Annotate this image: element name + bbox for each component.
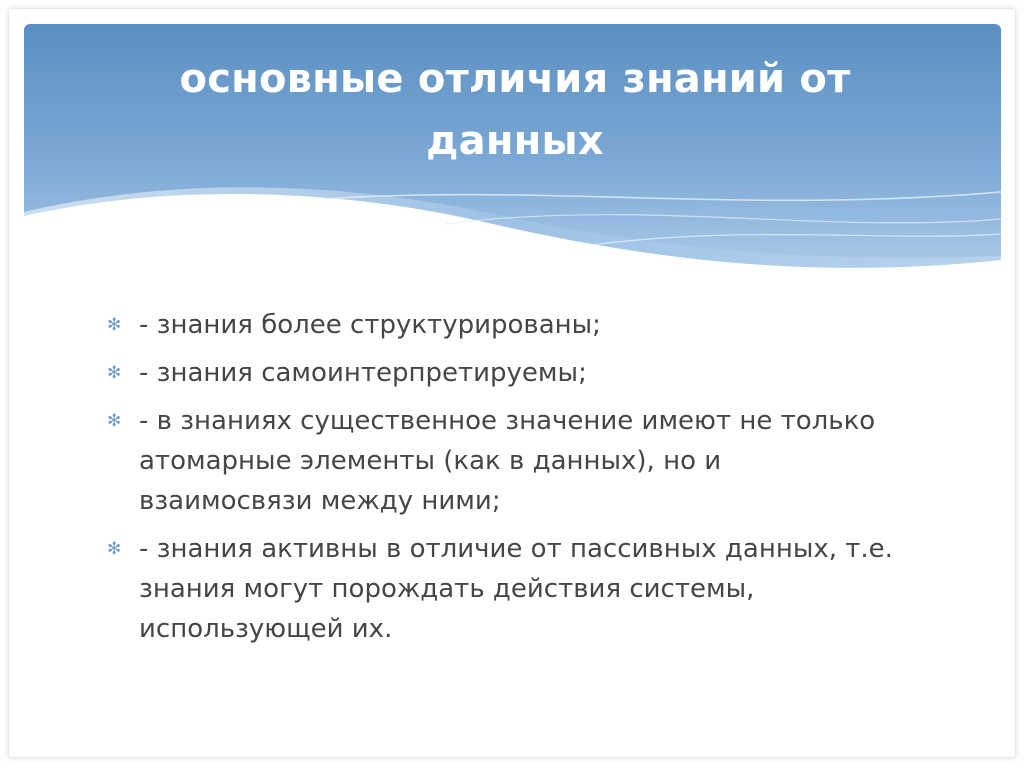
- snowflake-bullet-icon: ✻: [107, 539, 122, 559]
- list-item: [104, 529, 894, 649]
- bullet-text: - знания самоинтерпретируемы;: [139, 358, 587, 388]
- list-item: [104, 401, 894, 521]
- bullet-text: - в знаниях существенное значение имеют не только атомарные элементы (как в данных), но и взаимосвязи между ними;: [139, 406, 876, 516]
- list-item: [104, 305, 894, 345]
- bullet-list: [104, 305, 894, 657]
- snowflake-bullet-icon: ✻: [107, 315, 122, 335]
- snowflake-bullet-icon: ✻: [107, 411, 122, 431]
- list-item: [104, 353, 894, 393]
- bullet-text: - знания активны в отличие от пассивных данных, т.е. знания могут порождать действия системы, использующей их.: [139, 534, 893, 644]
- snowflake-bullet-icon: ✻: [107, 363, 122, 383]
- bullet-text: - знания более структурированы;: [139, 310, 601, 340]
- slide-title: основные отличия знаний от данных: [179, 56, 851, 164]
